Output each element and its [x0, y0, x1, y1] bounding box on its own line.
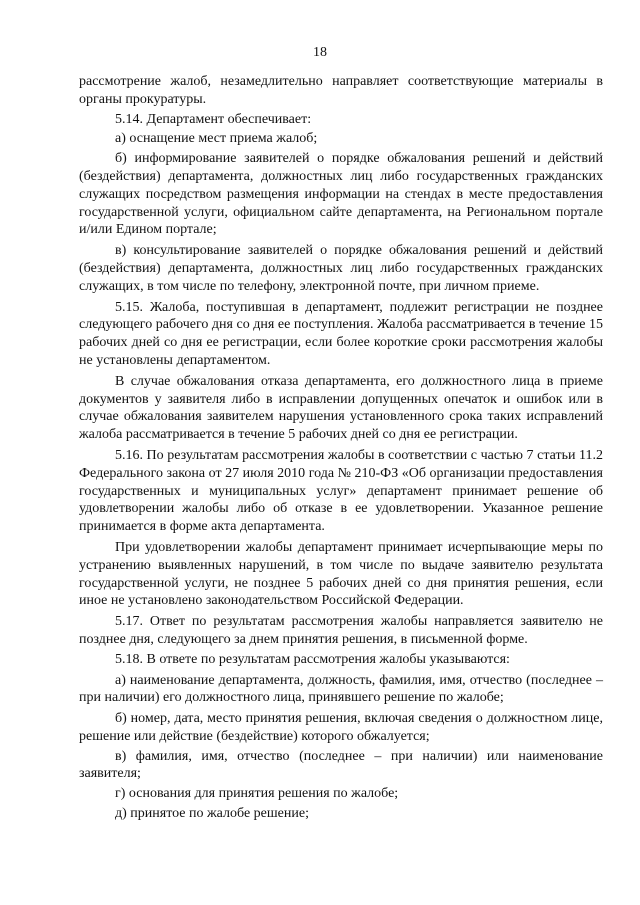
list-item-b: б) информирование заявителей о порядке обжалования решений и действий (бездействия) департамента, должностных лиц либо государственных гражданских служащих посредством размещения информации на стендах в месте предоставления государственной услуги, официальном сайте департамента, на Региональном портале и/или Едином портале; [79, 151, 603, 238]
paragraph-appeal-refusal: В случае обжалования отказа департамента, его должностного лица в приеме документов у заявителя либо в исправлении допущенных опечаток и ошибок или в случае обжалования заявителем нарушения установленного срока таких исправлений жалоба рассматривается в течение 5 рабочих дней со дня ее регистрации. [79, 373, 603, 443]
answer-item-a: а) наименование департамента, должность, фамилия, имя, отчество (последнее – при наличии) его должностного лица, принявшего решение по жалобе; [79, 672, 603, 706]
paragraph-continuation: рассмотрение жалоб, незамедлительно направляет соответствующие материалы в органы прокуратуры. [79, 74, 603, 107]
list-item-a: а) оснащение мест приема жалоб; [115, 131, 318, 147]
paragraph-5-18: 5.18. В ответе по результатам рассмотрения жалобы указываются: [115, 651, 510, 667]
paragraph-satisfaction: При удовлетворении жалобы департамент принимает исчерпывающие меры по устранению выявленных нарушений, в том числе по выдаче заявителю результата государственной услуги, не позднее 5 рабочих дней со дня принятия решения, если иное не установлено законодательством Российской Федерации. [79, 539, 603, 609]
answer-item-d: д) принятое по жалобе решение; [115, 806, 309, 822]
page-number: 18 [313, 45, 327, 60]
list-item-v: в) консультирование заявителей о порядке обжалования решений и действий (бездействия) департамента, должностных лиц либо государственных гражданских служащих, в том числе по телефону, электронной почте, при личном приеме. [79, 243, 603, 294]
paragraph-5-14: 5.14. Департамент обеспечивает: [115, 111, 312, 127]
paragraph-5-15: 5.15. Жалоба, поступившая в департамент, подлежит регистрации не позднее следующего рабочего дня со дня ее поступления. Жалоба рассматривается в течение 15 рабочих дней со дня ее регистрации, если более короткие сроки рассмотрения жалобы не установлены департаментом. [79, 299, 603, 368]
answer-item-g: г) основания для принятия решения по жалобе; [115, 786, 399, 802]
paragraph-5-16: 5.16. По результатам рассмотрения жалобы в соответствии с частью 7 статьи 11.2 Федерального закона от 27 июля 2010 года № 210-ФЗ «Об организации предоставления государственных и муниципальных услуг» департамент принимает решение об удовлетворении жалобы либо об отказе в ее удовлетворении. Указанное решение принимается в форме акта департамента. [79, 447, 603, 535]
document-body [79, 73, 603, 825]
answer-item-b: б) номер, дата, место принятия решения, включая сведения о должностном лице, решение или действие (бездействие) которого обжалуется; [79, 711, 603, 744]
paragraph-5-17: 5.17. Ответ по результатам рассмотрения жалобы направляется заявителю не позднее дня, следующего за днем принятия решения, в письменной форме. [79, 614, 603, 647]
answer-item-v: в) фамилия, имя, отчество (последнее – при наличии) или наименование заявителя; [79, 748, 603, 782]
